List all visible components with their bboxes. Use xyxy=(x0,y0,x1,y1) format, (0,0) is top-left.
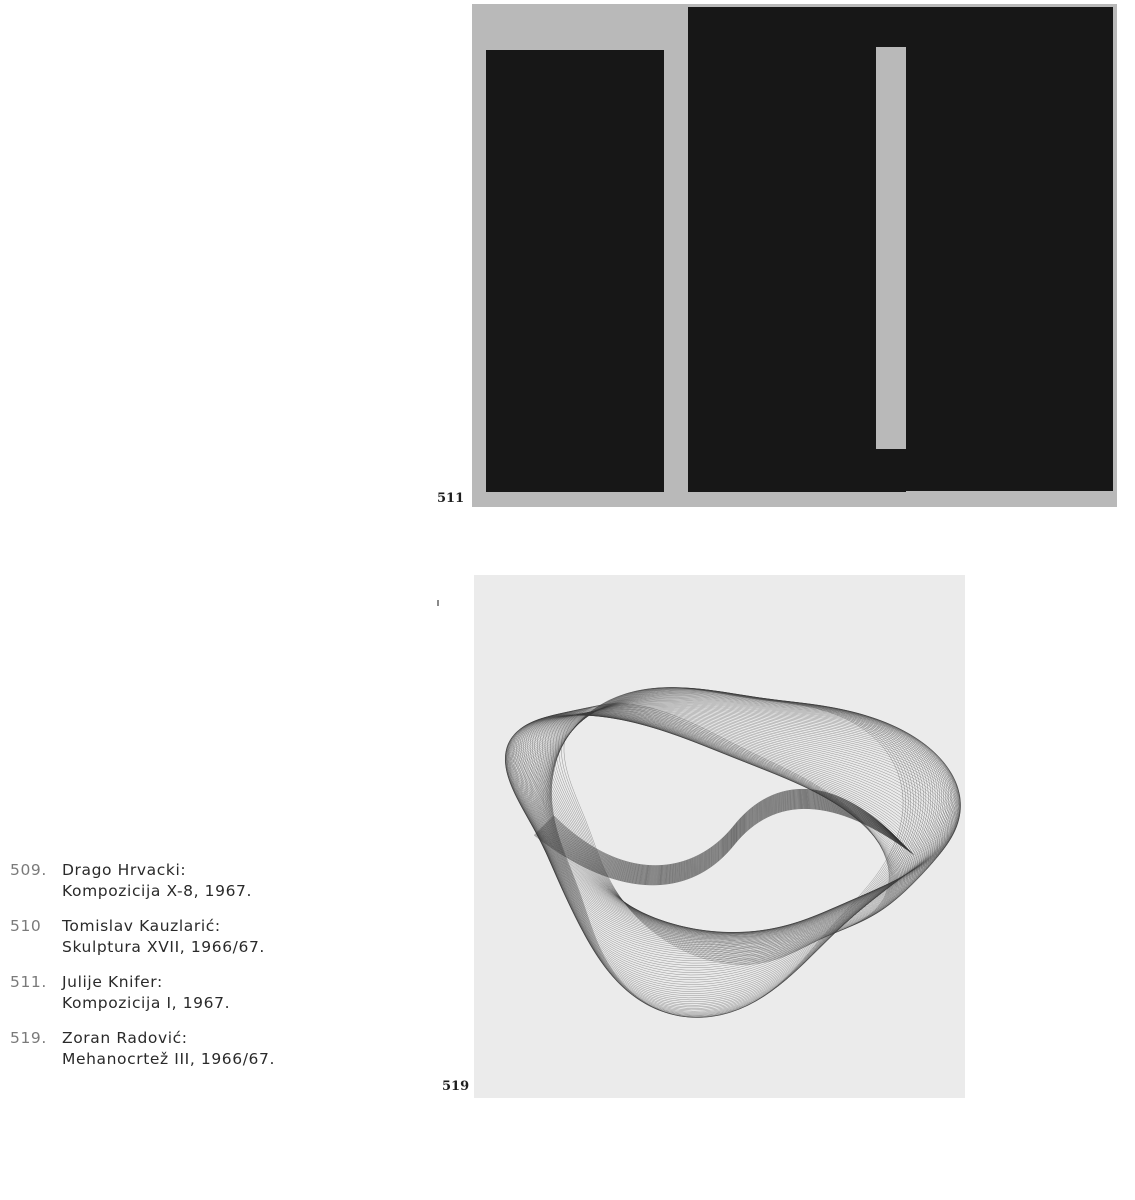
figure-511-image xyxy=(472,4,1117,507)
caption-work: Kompozicija X-8, 1967. xyxy=(62,882,253,900)
meander-black-block xyxy=(688,7,1113,47)
caption-work: Skulptura XVII, 1966/67. xyxy=(62,938,265,956)
caption-work: Mehanocrtež III, 1966/67. xyxy=(62,1050,275,1068)
caption-number: 509. xyxy=(10,861,47,879)
meander-black-block xyxy=(688,449,906,492)
figure-519-image xyxy=(474,575,965,1098)
caption-artist: Tomislav Kauzlarić: xyxy=(62,917,221,935)
caption-artist: Julije Knifer: xyxy=(62,973,163,991)
drawing-loop-line xyxy=(551,688,906,1018)
figure-number-511: 511 xyxy=(437,491,465,506)
caption-artist: Drago Hrvacki: xyxy=(62,861,187,879)
drawing-loop-line xyxy=(550,688,916,1017)
caption-artist: Zoran Radović: xyxy=(62,1029,188,1047)
meander-black-block xyxy=(486,50,664,492)
meander-black-block xyxy=(688,47,876,449)
caption-number: 511. xyxy=(10,973,47,991)
print-speck xyxy=(437,600,439,606)
meander-black-block xyxy=(906,47,1113,491)
caption-number: 510 xyxy=(10,917,42,935)
caption-number: 519. xyxy=(10,1029,47,1047)
figure-number-519: 519 xyxy=(442,1079,470,1094)
mechanical-drawing xyxy=(474,575,965,1098)
caption-work: Kompozicija I, 1967. xyxy=(62,994,231,1012)
